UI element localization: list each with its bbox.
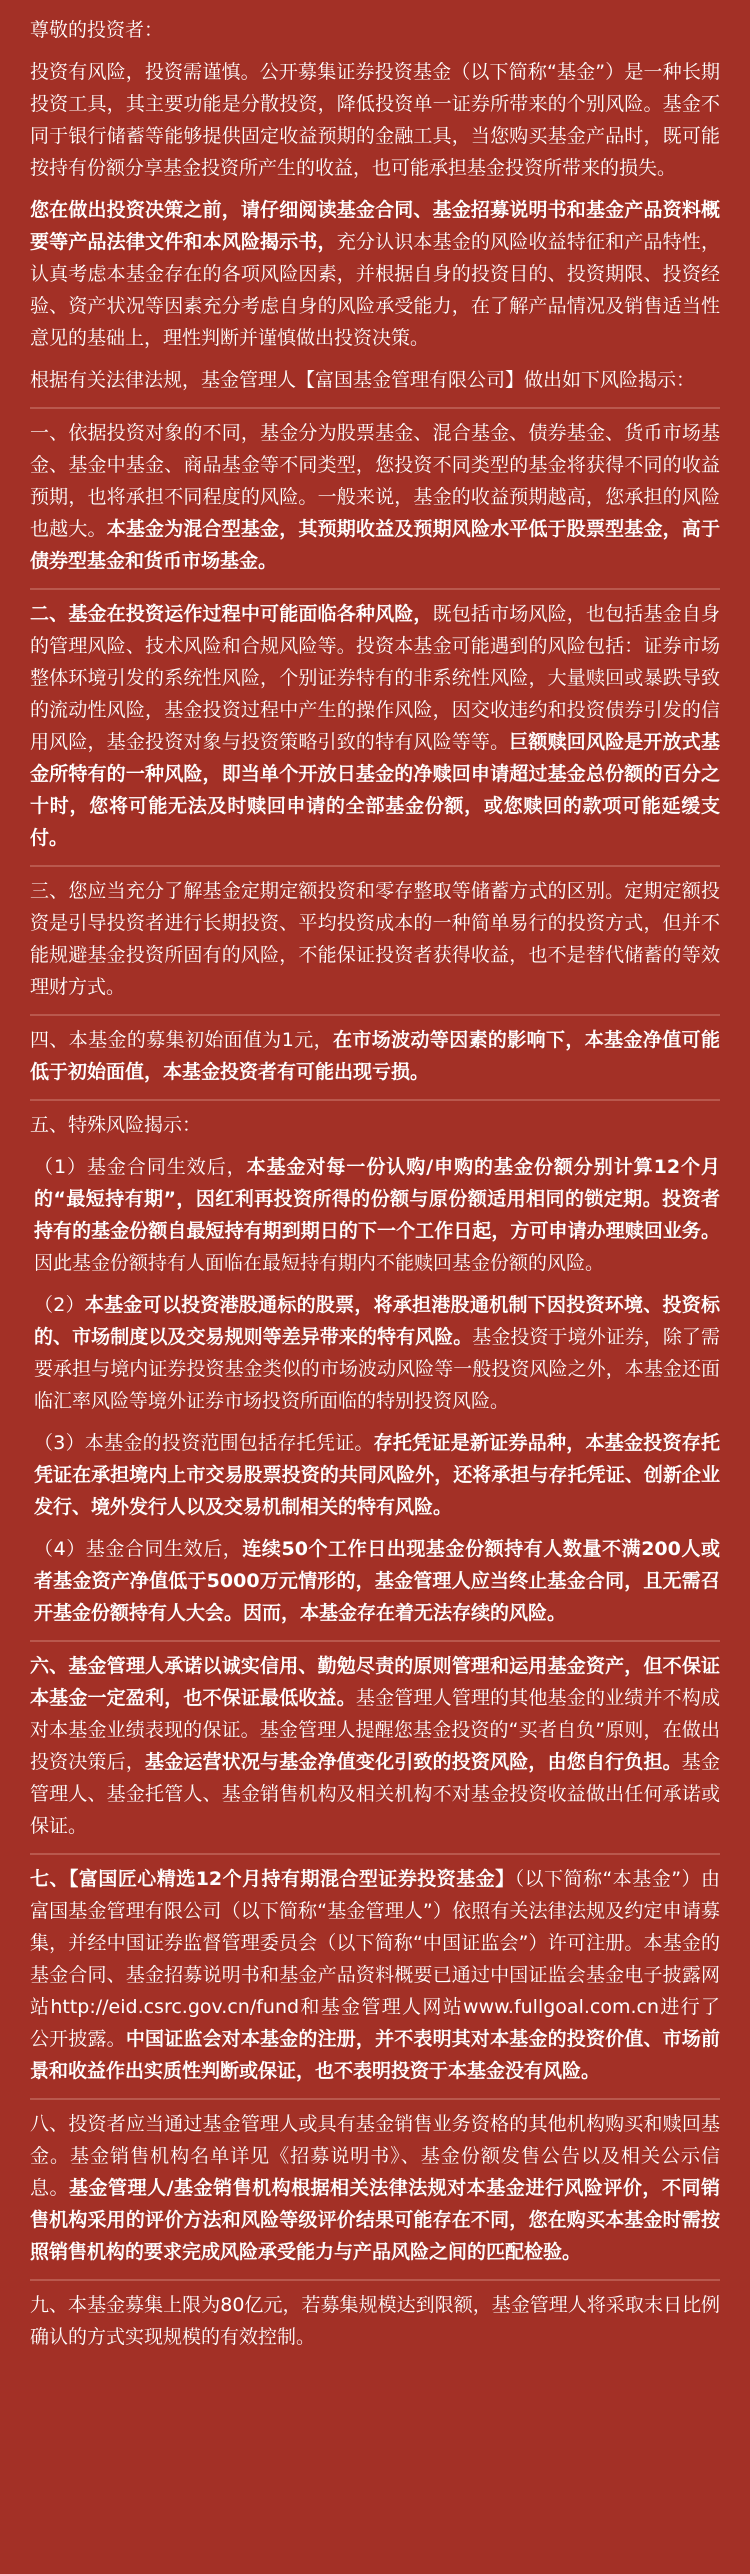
section-paragraph [30,875,720,1003]
special-risk-item-3 [30,1427,720,1523]
bold-text-run: 基金运营状况与基金净值变化引致的投资风险，由您自行负担。 [145,1751,682,1773]
bold-text-run: 基金管理人/基金销售机构根据相关法律法规对本基金进行风险评价，不同销售机构采用的评价方法和风险等级评价结果可能存在不同，您在购买本基金时需按照销售机构的要求完成风险承受能力与产品风险之间的匹配检验。 [30,2177,720,2263]
bold-text-run: 巨额赎回风险是开放式基金所特有的一种风险，即当单个开放日基金的净赎回申请超过基金总份额的百分之十时，您将可能无法及时赎回申请的全部基金份额，或您赎回的款项可能延缓支付。 [30,731,720,849]
section-1 [30,409,720,590]
text-run: 九、本基金募集上限为80亿元，若募集规模达到限额，基金管理人将采取末日比例确认的方式实现规模的有效控制。 [30,2294,720,2348]
text-run: （2） [34,1294,85,1316]
section-2 [30,590,720,867]
section-paragraph [30,1863,720,2087]
section-5 [30,1101,720,1642]
section-paragraph [30,1024,720,1088]
bold-text-run: 二、基金在投资运作过程中可能面临各种风险， [30,603,433,625]
bold-text-run: 本基金为混合型基金，其预期收益及预期风险水平低于股票型基金，高于债券型基金和货币市场基金。 [30,518,720,572]
section-paragraph [30,1109,720,1141]
section-4 [30,1016,720,1101]
text-run: 一、依据投资对象的不同，基金分为股票基金、混合基金、债券基金、货币市场基金、基金中基金、商品基金等不同类型，您投资不同类型的基金将获得不同的收益预期，也将承担不同程度的风险。一般来说，基金的收益预期越高，您承担的风险也越大。 [30,422,720,540]
special-risk-item-2 [30,1289,720,1417]
section-paragraph [30,1650,720,1842]
intro-paragraph [30,364,720,396]
text-run: 基金投资于境外证券，除了需要承担与境内证券投资基金类似的市场波动风险等一般投资风险之外，本基金还面临汇率风险等境外证券市场投资所面临的特别投资风险。 [34,1326,720,1412]
text-run: （以下简称“本基金”）由富国基金管理有限公司（以下简称“基金管理人”）依照有关法律法规及约定申请募集，并经中国证券监督管理委员会（以下简称“中国证监会”）许可注册。本基金的基金合同、基金招募说明书和基金产品资料概要已通过中国证监会基金电子披露网站http://eid.csrc.gov.cn/fund和基金管理人网站www.fullgoal.com.cn进行了公开披露。 [30,1868,720,2050]
text-run: 八、投资者应当通过基金管理人或具有基金销售业务资格的其他机构购买和赎回基金。基金销售机构名单详见《招募说明书》、基金份额发售公告以及相关公示信息。 [30,2113,720,2199]
text-run: 三、您应当充分了解基金定期定额投资和零存整取等储蓄方式的区别。定期定额投资是引导投资者进行长期投资、平均投资成本的一种简单易行的投资方式，但并不能规避基金投资所固有的风险，不能保证投资者获得收益，也不是替代储蓄的等效理财方式。 [30,880,720,998]
text-run: （3）本基金的投资范围包括存托凭证。 [34,1432,374,1454]
greeting: 尊敬的投资者： [30,19,164,41]
section-8 [30,2100,720,2281]
section-3 [30,867,720,1016]
section-paragraph [30,417,720,577]
section-9 [30,2281,720,2364]
special-risk-item-1 [30,1151,720,1279]
bold-text-run: 中国证监会对本基金的注册，并不表明其对本基金的投资价值、市场前景和收益作出实质性判断或保证，也不表明投资于本基金没有风险。 [30,2028,720,2082]
bold-text-run: 六、基金管理人承诺以诚实信用、勤勉尽责的原则管理和运用基金资产，但不保证本基金一定盈利，也不保证最低收益。 [30,1655,720,1709]
text-run: 基金管理人管理的其他基金的业绩并不构成对本基金业绩表现的保证。基金管理人提醒您基金投资的“买者自负”原则，在做出投资决策后， [30,1687,720,1773]
section-paragraph [30,598,720,854]
intro-paragraph [30,56,720,184]
section-paragraph [30,2108,720,2268]
text-run: （4）基金合同生效后， [34,1538,243,1560]
text-run: 投资有风险，投资需谨慎。公开募集证券投资基金（以下简称“基金”）是一种长期投资工具，其主要功能是分散投资，降低投资单一证券所带来的个别风险。基金不同于银行储蓄等能够提供固定收益预期的金融工具，当您购买基金产品时，既可能按持有份额分享基金投资所产生的收益，也可能承担基金投资所带来的损失。 [30,61,720,179]
section-6 [30,1642,720,1855]
section-7 [30,1855,720,2100]
text-run: 基金管理人、基金托管人、基金销售机构及相关机构不对基金投资收益做出任何承诺或保证。 [30,1751,720,1837]
bold-text-run: 在市场波动等因素的影响下，本基金净值可能低于初始面值，本基金投资者有可能出现亏损。 [30,1029,720,1083]
section-paragraph [30,2289,720,2353]
text-run: 既包括市场风险，也包括基金自身的管理风险、技术风险和合规风险等。投资本基金可能遇到的风险包括：证券市场整体环境引发的系统性风险，个别证券特有的非系统性风险，大量赎回或暴跌导致的流动性风险，基金投资过程中产生的操作风险，因交收违约和投资债券引发的信用风险，基金投资对象与投资策略引致的特有风险等等。 [30,603,720,753]
text-run: 四、本基金的募集初始面值为1元， [30,1029,333,1051]
intro-section [30,6,720,409]
bold-text-run: 七、【富国匠心精选12个月持有期混合型证券投资基金】 [30,1868,515,1890]
text-run: （1）基金合同生效后， [34,1156,247,1178]
text-run: 充分认识本基金的风险收益特征和产品特性，认真考虑本基金存在的各项风险因素，并根据自身的投资目的、投资期限、投资经验、资产状况等因素充分考虑自身的风险承受能力，在了解产品情况及销售适当性意见的基础上，理性判断并谨慎做出投资决策。 [30,231,720,349]
intro-paragraph [30,194,720,354]
text-run: 五、特殊风险揭示： [30,1114,202,1136]
bold-text-run: 存托凭证是新证券品种，本基金投资存托凭证在承担境内上市交易股票投资的共同风险外，还将承担与存托凭证、创新企业发行、境外发行人以及交易机制相关的特有风险。 [34,1432,720,1518]
text-run: 根据有关法律法规，基金管理人【富国基金管理有限公司】做出如下风险揭示： [30,369,696,391]
bold-text-run: 您在做出投资决策之前，请仔细阅读基金合同、基金招募说明书和基金产品资料概要等产品法律文件和本风险揭示书， [30,199,720,253]
bold-text-run: 本基金可以投资港股通标的股票，将承担港股通机制下因投资环境、投资标的、市场制度以及交易规则等差异带来的特有风险。 [34,1294,720,1348]
special-risk-item-4 [30,1533,720,1629]
bold-text-run: 连续50个工作日出现基金份额持有人数量不满200人或者基金资产净值低于5000万元情形的，基金管理人应当终止基金合同，且无需召开基金份额持有人大会。因而，本基金存在着无法存续的风险。 [34,1538,720,1624]
bold-text-run: 本基金对每一份认购/申购的基金份额分别计算12个月的“最短持有期”，因红利再投资所得的份额与原份额适用相同的锁定期。投资者持有的基金份额自最短持有期到期日的下一个工作日起，方可申请办理赎回业务。 [34,1156,720,1242]
text-run: 因此基金份额持有人面临在最短持有期内不能赎回基金份额的风险。 [34,1252,605,1274]
